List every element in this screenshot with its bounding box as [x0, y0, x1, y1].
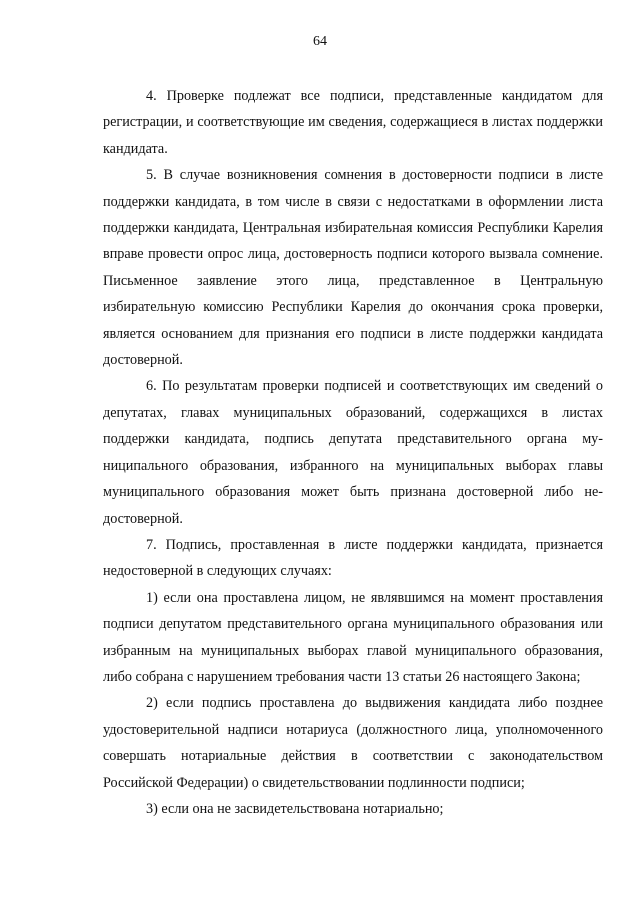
paragraph-subitem-3: 3) если она не засвидетельствована нотариально;	[146, 800, 444, 817]
paragraph-item-6: 6. По результатам проверки подписей и соответствующих им сведений о депутатах, главах муниципальных образований, содержащихся в листах поддержки кандидата, подпись депутата представительного органа муниципального образования, избранного на муниципальных выборах главы муниципального образования может быть признана достоверной либо недостоверной.	[103, 378, 603, 527]
paragraph-item-5: 5. В случае возникновения сомнения в достоверности подписи в листе поддержки кандидата, в том числе в связи с недостатками в оформлении листа поддержки кандидата, Центральная избирательная комиссия Республики Карелия вправе провести опрос лица, достоверность подписи которого вызвала сомнение. Письменное заявление этого лица, представленное в Центральную избирательную комиссию Республики Карелия до окончания срока проверки, является основанием для признания его подписи в листе поддержки кандидата достоверной.	[103, 167, 603, 369]
paragraph-item-4: 4. Проверке подлежат все подписи, представленные кандидатом для регистрации, и соответствующие им сведения, содержащиеся в листах поддержки кандидата.	[103, 88, 603, 157]
document-body	[103, 83, 603, 822]
paragraph-subitem-1: 1) если она проставлена лицом, не являвшимся на момент проставления подписи депутатом представительного органа муниципального образования или избранным на муниципальных выборах главой муниципального образования, либо собрана с нарушением требования части 13 статьи 26 настоящего Закона;	[103, 589, 603, 685]
paragraph-subitem-2: 2) если подпись проставлена до выдвижения кандидата либо позднее удостоверительной надписи нотариуса (должностного лица, уполномоченного совершать нотариальные действия в соответствии с законодательством Российской Федерации) о свидетельствовании подлинности подписи;	[103, 695, 603, 791]
page-number: 64	[313, 34, 327, 49]
paragraph-item-7: 7. Подпись, проставленная в листе поддержки кандидата, признается недостоверной в следующих случаях:	[103, 536, 603, 580]
